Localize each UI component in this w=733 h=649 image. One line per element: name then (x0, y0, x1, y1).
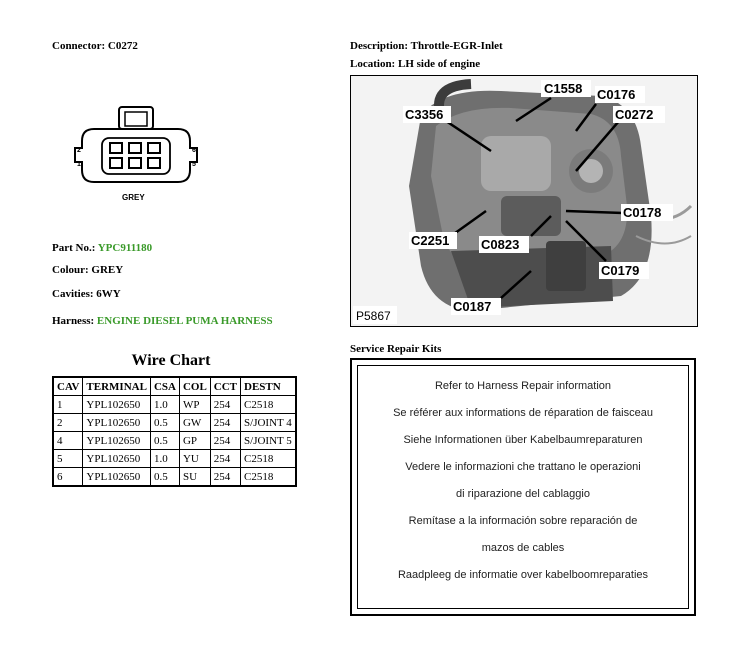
callout-c0823: C0823 (481, 237, 520, 252)
cell-destn: C2518 (241, 396, 296, 414)
cell-cct: 254 (210, 414, 240, 432)
table-row (53, 396, 296, 414)
cell-terminal: YPL102650 (83, 414, 151, 432)
part-no-value: YPC911180 (97, 242, 153, 254)
cavities-line (52, 288, 121, 300)
cell-destn: S/JOINT 5 (241, 432, 296, 450)
connector-face-diagram (70, 100, 220, 210)
cell-cav: 5 (53, 450, 83, 468)
callout-c0178: C0178 (623, 205, 662, 220)
repair-line: Raadpleeg de informatie over kabelboomreparaties (397, 569, 649, 581)
cell-cav: 1 (53, 396, 83, 414)
cell-terminal: YPL102650 (83, 468, 151, 487)
cavities-value: 6WY (96, 288, 121, 300)
callout-c0272: C0272 (615, 107, 654, 122)
engine-photo (350, 75, 698, 327)
description-line (350, 40, 503, 52)
connector-label: Connector: (52, 40, 106, 52)
cell-cav: 6 (53, 468, 83, 487)
colour-value: GREY (91, 264, 124, 276)
repair-line: Se référer aux informations de réparation de faisceau (393, 407, 653, 419)
cell-destn: S/JOINT 4 (241, 414, 296, 432)
cell-terminal: YPL102650 (83, 396, 151, 414)
header-cct: CCT (210, 377, 240, 396)
callout-c0179: C0179 (601, 263, 640, 278)
location-label: Location: (350, 58, 396, 70)
cell-cct: 254 (210, 450, 240, 468)
harness-value: ENGINE DIESEL PUMA HARNESS (96, 315, 273, 327)
repair-line: di riparazione del cablaggio (456, 488, 590, 500)
repair-line: Vedere le informazioni che trattano le operazioni (405, 461, 641, 473)
cell-cav: 4 (53, 432, 83, 450)
colour-line (52, 264, 123, 276)
header-col: COL (179, 377, 210, 396)
wire-chart-table (52, 376, 297, 487)
connector-line (52, 40, 138, 52)
colour-label: Colour: (52, 264, 89, 276)
cell-csa: 1.0 (150, 396, 179, 414)
pin-label-1: 1 (77, 161, 81, 168)
cell-terminal: YPL102650 (83, 432, 151, 450)
pin-label-6: 6 (192, 147, 196, 154)
cell-cct: 254 (210, 432, 240, 450)
description-label: Description: (350, 40, 409, 52)
table-row (53, 414, 296, 432)
service-repair-inner (357, 365, 689, 609)
connector-colour-text: GREY (122, 193, 145, 202)
location-value: LH side of engine (397, 58, 481, 70)
header-cav: CAV (53, 377, 83, 396)
harness-line (52, 315, 273, 327)
cell-csa: 0.5 (150, 432, 179, 450)
cell-col: YU (179, 450, 210, 468)
cell-cav: 2 (53, 414, 83, 432)
table-row (53, 450, 296, 468)
cell-csa: 0.5 (150, 414, 179, 432)
harness-label: Harness: (52, 315, 95, 327)
service-repair-box (350, 358, 696, 616)
cell-cct: 254 (210, 396, 240, 414)
part-no-label: Part No.: (52, 242, 96, 254)
repair-line: Refer to Harness Repair information (434, 380, 612, 392)
wire-chart-title: Wire Chart (131, 352, 211, 369)
cell-destn: C2518 (241, 468, 296, 487)
repair-line: Remítase a la información sobre reparación de (408, 515, 638, 527)
wire-chart-header-row (53, 377, 296, 396)
header-destn: DESTN (241, 377, 296, 396)
pin-label-5: 5 (192, 161, 196, 168)
cell-col: SU (179, 468, 210, 487)
callout-c0187: C0187 (453, 299, 492, 314)
location-line (350, 58, 480, 70)
cell-col: WP (179, 396, 210, 414)
cell-cct: 254 (210, 468, 240, 487)
header-terminal: TERMINAL (83, 377, 151, 396)
callout-c0176: C0176 (597, 87, 636, 102)
pin-label-2: 2 (77, 147, 81, 154)
repair-line: mazos de cables (481, 542, 565, 554)
header-csa: CSA (150, 377, 179, 396)
callout-c1558: C1558 (544, 81, 583, 96)
cell-col: GP (179, 432, 210, 450)
table-row (53, 432, 296, 450)
cell-terminal: YPL102650 (83, 450, 151, 468)
callout-c3356: C3356 (405, 107, 444, 122)
figure-id: P5867 (356, 309, 391, 323)
service-repair-title: Service Repair Kits (350, 343, 442, 355)
cavities-label: Cavities: (52, 288, 94, 300)
cell-csa: 1.0 (150, 450, 179, 468)
table-row (53, 468, 296, 487)
part-no-line (52, 242, 152, 254)
cell-destn: C2518 (241, 450, 296, 468)
description-value: Throttle-EGR-Inlet (410, 40, 503, 52)
repair-line: Siehe Informationen über Kabelbaumreparaturen (403, 434, 643, 446)
cell-csa: 0.5 (150, 468, 179, 487)
cell-col: GW (179, 414, 210, 432)
callout-c2251: C2251 (411, 233, 450, 248)
connector-value: C0272 (107, 40, 138, 52)
